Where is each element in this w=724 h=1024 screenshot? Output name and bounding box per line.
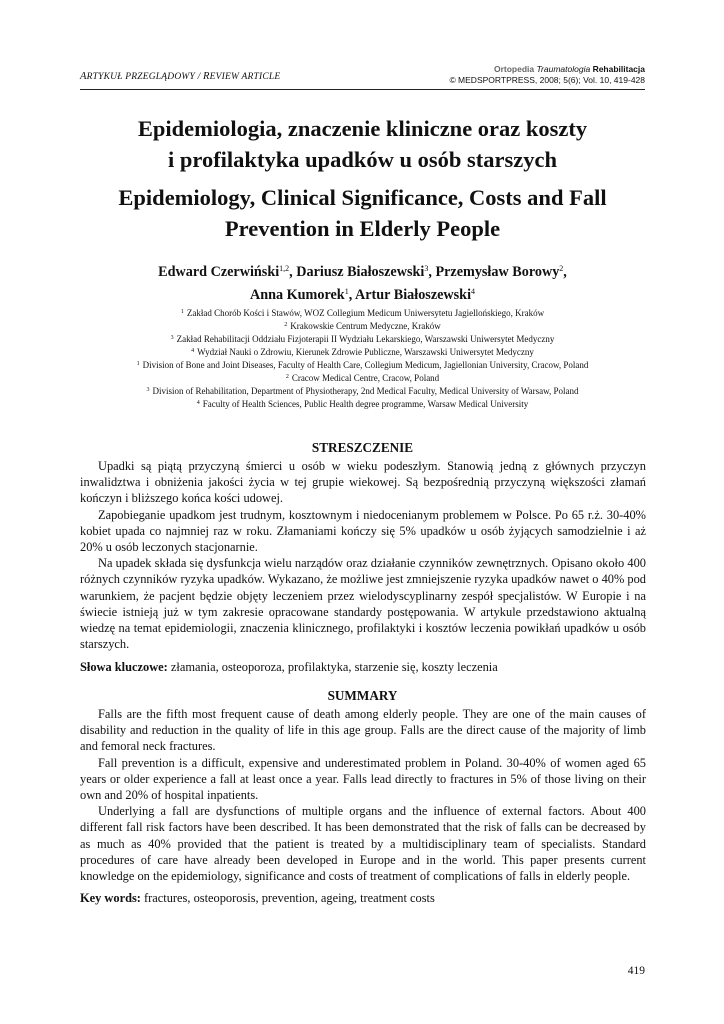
keywords-label: Słowa kluczowe: <box>80 660 168 674</box>
author-separator: , <box>289 264 297 280</box>
keywords-label: Key words: <box>80 891 141 905</box>
affiliation-list <box>80 306 645 410</box>
summary-body <box>80 706 646 884</box>
affiliation-item <box>80 306 645 319</box>
author-name: Artur Białoszewski <box>355 287 472 303</box>
author-separator: , <box>428 264 436 280</box>
affiliation-number: 3 <box>146 387 150 393</box>
abstract-paragraph: Underlying a fall are dysfunctions of multiple organs and the influence of external factors. About 400 different fall risk factors have been described. It has been demonstrated that the risk of falls can be decreased by as much as 40% provided that the patient is treated by a multidisciplinary team of specialists. Standard procedures of care have already been developed in Europe and in the world. This paper presents current knowledge on the epidemiology, significance and costs of treatment of complications of falls in elderly people. <box>80 804 646 884</box>
abstract-paragraph: Zapobieganie upadkom jest trudnym, kosztownym i niedocenianym problemem w Polsce. Po 65 r.ż. 30-40% kobiet upada co najmniej raz w roku. Złamaniami kończy się 5% upadków u osób żyjących samodzielnie i aż 20% u osób leczonych stacjonarnie. <box>80 507 646 555</box>
author-affiliation-ref: 1 <box>344 287 349 296</box>
affiliation-item <box>80 371 645 384</box>
affiliation-item <box>80 319 645 332</box>
affiliation-text: Faculty of Health Sciences, Public Health degree programme, Warsaw Medical University <box>202 399 529 409</box>
affiliation-number: 1 <box>180 309 184 315</box>
title-polish-line: i profilaktyka upadków u osób starszych <box>167 147 558 172</box>
abstract-paragraph: Falls are the fifth most frequent cause of death among elderly people. They are one of the main causes of disability and reduction in the quality of life in this age group. Falls are the direct cause of the majority of limb and femoral neck fractures. <box>80 707 646 754</box>
affiliation-number: 2 <box>285 374 289 380</box>
summary-heading: SUMMARY <box>327 688 398 703</box>
author-name: Przemysław Borowy <box>435 264 560 280</box>
affiliation-number: 1 <box>136 361 140 367</box>
author-affiliation-ref: 2 <box>559 264 564 273</box>
affiliation-text: Division of Rehabilitation, Department of Physiotherapy, 2nd Medical Faculty, Medical University of Warsaw, Poland <box>152 386 579 396</box>
title-english-line: Prevention in Elderly People <box>224 216 501 241</box>
article-type-initial: A <box>80 71 87 82</box>
author-name: Anna Kumorek <box>249 287 345 303</box>
article-type <box>80 71 280 82</box>
author-name: Dariusz Białoszewski <box>296 264 425 280</box>
affiliation-text: Krakowskie Centrum Medyczne, Kraków <box>290 321 441 331</box>
journal-name-end: Rehabilitacja <box>592 64 645 74</box>
author-affiliation-ref: 1,2 <box>279 264 290 273</box>
affiliation-item <box>80 358 645 371</box>
journal-name <box>449 64 645 75</box>
journal-citation: © MEDSPORTPRESS, 2008; 5(6); Vol. 10, 419-428 <box>449 75 645 85</box>
affiliation-item <box>80 345 645 358</box>
abstract-paragraph: Na upadek składa się dysfunkcja wielu narządów oraz działanie czynników zewnętrznych. Opisano około 400 różnych czynników ryzyka upadków. Wykazano, że możliwe jest zmniejszenie ryzyka upadków nawet o 40% pod warunkiem, że pacjent będzie objęty leczeniem przez wielodyscyplinarny zespół specjalistów. W Europie i na świecie istnieją już w tym zakresie opracowane standardy postępowania. W artykule przedstawiono aktualną wiedzę na temat epidemiologii, znaczenia klinicznego, profilaktyki i kosztów leczenia powikłań upadków u osób starszych. <box>80 556 646 652</box>
keywords-text: fractures, osteoporosis, prevention, ageing, treatment costs <box>144 891 435 905</box>
header-rule <box>80 89 645 90</box>
keywords-english <box>80 890 646 906</box>
affiliation-text: Division of Bone and Joint Diseases, Faculty of Health Care, Collegium Medicum, Jagiellonian University, Cracow, Poland <box>142 360 589 370</box>
streszczenie-heading: STRESZCZENIE <box>311 440 414 455</box>
title-english <box>80 182 645 244</box>
abstract-paragraph: Upadki są piątą przyczyną śmierci u osób w wieku podeszłym. Stanowią jedną z głównych przyczyn inwalidztwa i obniżenia jakości życia w tej grupie wiekowej. Są bezpośrednią przyczyną większości złamań kończyn i bliższego końca kości udowej. <box>80 459 646 506</box>
affiliation-text: Zakład Rehabilitacji Oddziału Fizjoterapii II Wydziału Lekarskiego, Warszawski Uniwersytet Medyczny <box>176 334 555 344</box>
journal-brand: Ortopedia <box>493 64 535 74</box>
keywords-polish <box>80 659 646 675</box>
affiliation-number: 3 <box>170 335 174 341</box>
title-polish <box>80 113 645 175</box>
affiliation-text: Cracow Medical Centre, Cracow, Poland <box>291 373 440 383</box>
author-line <box>80 259 645 282</box>
author-name: Edward Czerwiński <box>158 264 280 280</box>
journal-header <box>449 64 645 86</box>
author-list <box>80 259 645 305</box>
title-polish-line: Epidemiologia, znaczenie kliniczne oraz koszty <box>137 116 588 141</box>
affiliation-number: 4 <box>191 348 195 354</box>
title-english-line: Epidemiology, Clinical Significance, Costs and Fall <box>118 185 607 210</box>
author-affiliation-ref: 4 <box>471 287 476 296</box>
keywords-text: złamania, osteoporoza, profilaktyka, starzenie się, koszty leczenia <box>170 660 498 674</box>
article-type-initial: R <box>203 71 210 82</box>
author-line <box>80 282 645 305</box>
affiliation-text: Wydział Nauki o Zdrowiu, Kierunek Zdrowie Publiczne, Warszawski Uniwersytet Medyczny <box>197 347 534 357</box>
author-separator: , <box>563 264 567 280</box>
affiliation-number: 4 <box>196 400 200 406</box>
article-type-part: RTYKUŁ PRZEGLĄDOWY / <box>86 72 203 82</box>
affiliation-text: Zakład Chorób Kości i Stawów, WOZ Collegium Medicum Uniwersytetu Jagiellońskiego, Kraków <box>186 308 545 318</box>
affiliation-item <box>80 397 645 410</box>
page-number: 419 <box>627 965 645 977</box>
affiliation-item <box>80 384 645 397</box>
affiliation-number: 2 <box>284 322 288 328</box>
article-type-part: EVIEW ARTICLE <box>209 72 281 82</box>
affiliation-item <box>80 332 645 345</box>
abstract-paragraph: Fall prevention is a difficult, expensive and underestimated problem in Poland. 30-40% of women aged 65 years or older experience a fall at least once a year. Falls lead directly to fractures in 5% of those living on their own and 20% of hospital inpatients. <box>80 755 646 803</box>
streszczenie-body <box>80 458 646 652</box>
author-separator: , <box>348 287 356 303</box>
journal-name-middle: Traumatologia <box>536 64 591 74</box>
author-affiliation-ref: 3 <box>424 264 429 273</box>
